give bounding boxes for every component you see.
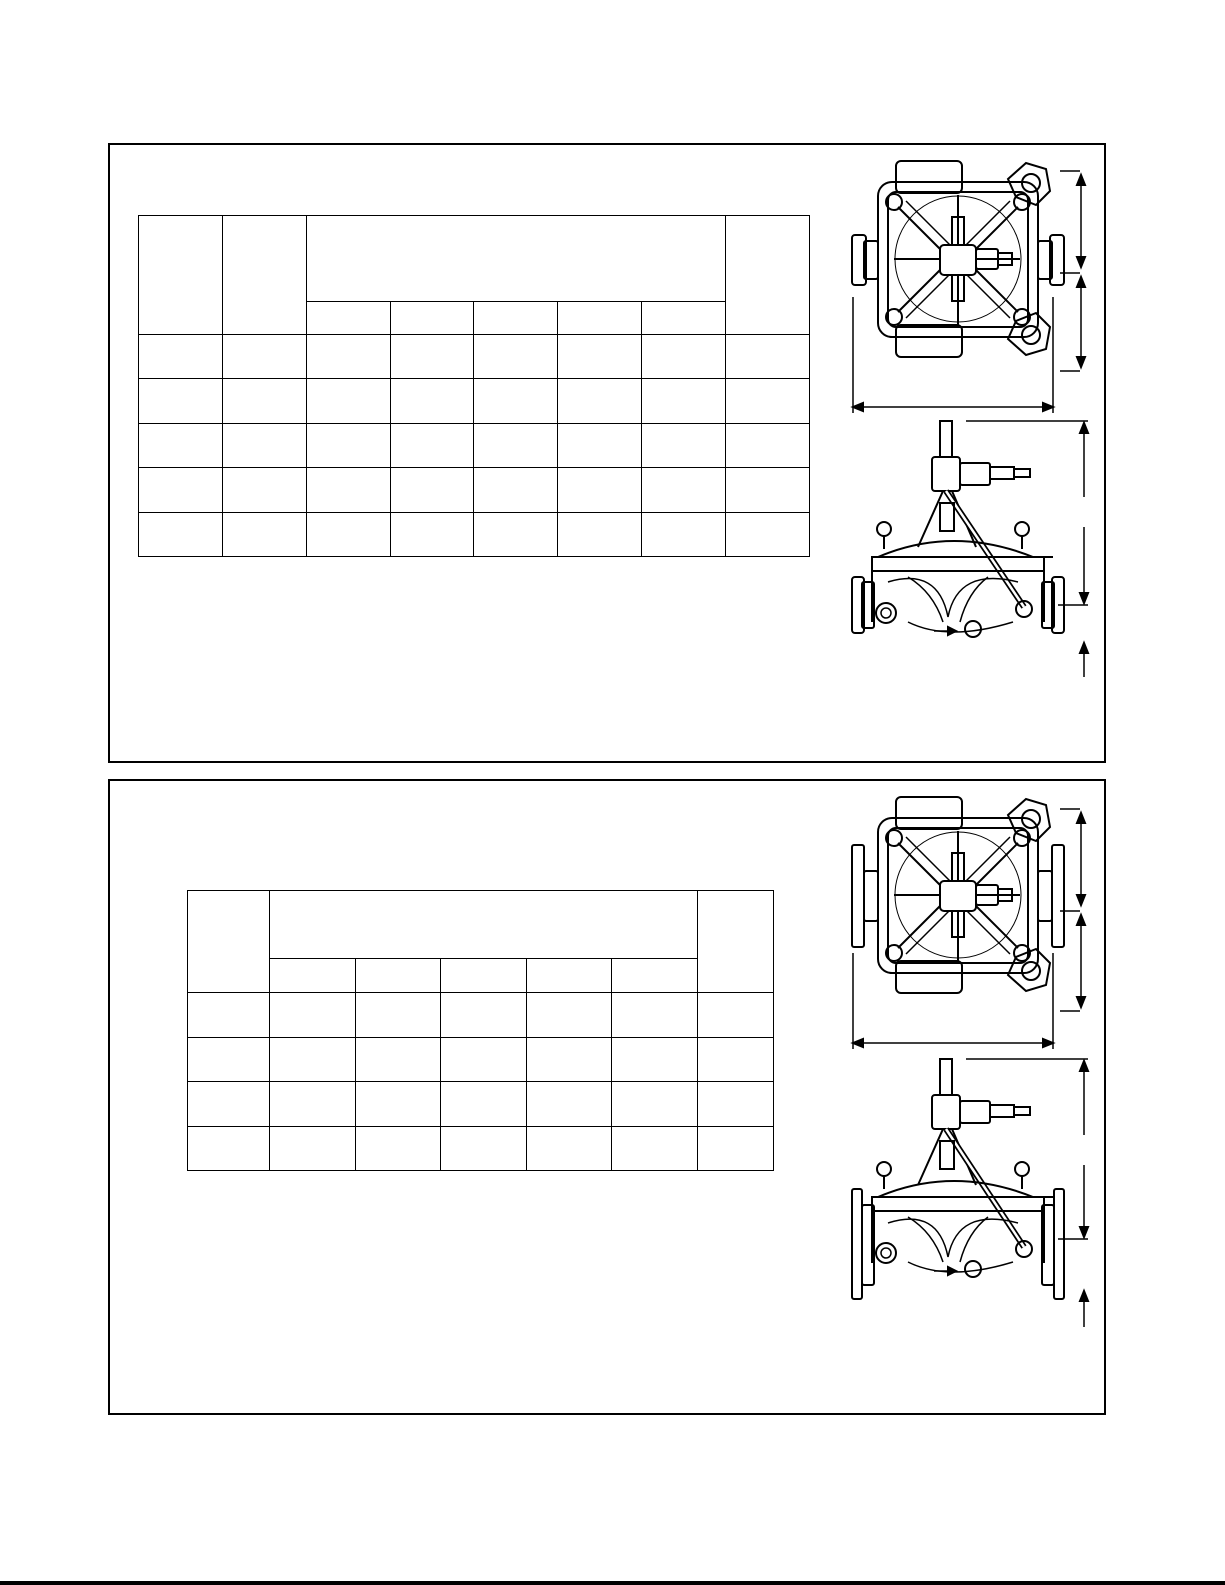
footer-rule bbox=[0, 1581, 1225, 1585]
flanged-dimensions-table bbox=[187, 890, 774, 1171]
table-cell bbox=[223, 513, 307, 557]
table-cell bbox=[441, 1038, 527, 1082]
threaded-dimensions-panel bbox=[108, 143, 1106, 763]
table-cell bbox=[391, 468, 474, 513]
table-cell bbox=[223, 379, 307, 424]
table-cell bbox=[527, 993, 612, 1038]
table-cell bbox=[270, 993, 356, 1038]
table-cell bbox=[642, 335, 726, 379]
threaded-dimensions-table bbox=[138, 215, 810, 557]
table-header-row bbox=[188, 891, 774, 959]
table-cell bbox=[698, 1082, 774, 1127]
table-cell bbox=[391, 379, 474, 424]
subheader-cell bbox=[612, 959, 698, 993]
table-row bbox=[188, 1127, 774, 1171]
table-cell bbox=[474, 513, 558, 557]
table-cell bbox=[391, 513, 474, 557]
threaded-valve-top-view bbox=[848, 157, 1108, 407]
table-cell bbox=[558, 468, 642, 513]
subheader-cell bbox=[527, 959, 612, 993]
table-cell bbox=[642, 513, 726, 557]
table-cell bbox=[527, 1038, 612, 1082]
table-cell bbox=[188, 993, 270, 1038]
table-cell bbox=[474, 424, 558, 468]
table-cell bbox=[474, 379, 558, 424]
table-cell bbox=[527, 1127, 612, 1171]
table-cell bbox=[698, 1127, 774, 1171]
table-cell bbox=[441, 993, 527, 1038]
table-cell bbox=[642, 424, 726, 468]
table-cell bbox=[558, 424, 642, 468]
table-cell bbox=[139, 468, 223, 513]
subheader-cell bbox=[356, 959, 441, 993]
table-cell bbox=[726, 513, 810, 557]
table-cell bbox=[223, 468, 307, 513]
table-row bbox=[188, 1038, 774, 1082]
table-row bbox=[139, 379, 810, 424]
table-cell bbox=[139, 379, 223, 424]
table-cell bbox=[726, 468, 810, 513]
table-cell bbox=[612, 1038, 698, 1082]
table-cell bbox=[612, 1082, 698, 1127]
table-cell bbox=[223, 424, 307, 468]
table-cell bbox=[223, 335, 307, 379]
header-cell bbox=[223, 216, 307, 335]
table-cell bbox=[726, 379, 810, 424]
table-cell bbox=[139, 513, 223, 557]
table-cell bbox=[527, 1082, 612, 1127]
header-cell bbox=[726, 216, 810, 335]
subheader-cell bbox=[270, 959, 356, 993]
subheader-cell bbox=[474, 302, 558, 335]
table-header-row bbox=[139, 216, 810, 302]
table-row bbox=[188, 1082, 774, 1127]
table-cell bbox=[356, 1082, 441, 1127]
table-cell bbox=[558, 379, 642, 424]
table-cell bbox=[188, 1127, 270, 1171]
threaded-valve-side-view bbox=[848, 417, 1108, 687]
table-row bbox=[188, 993, 774, 1038]
table-cell bbox=[356, 1038, 441, 1082]
table-cell bbox=[270, 1127, 356, 1171]
flanged-valve-top-view bbox=[848, 793, 1108, 1043]
table-cell bbox=[642, 468, 726, 513]
table-cell bbox=[307, 379, 391, 424]
table-row bbox=[139, 513, 810, 557]
header-group-cell bbox=[307, 216, 726, 302]
subheader-cell bbox=[642, 302, 726, 335]
table-cell bbox=[441, 1082, 527, 1127]
table-cell bbox=[558, 335, 642, 379]
table-cell bbox=[307, 468, 391, 513]
subheader-cell bbox=[391, 302, 474, 335]
subheader-cell bbox=[558, 302, 642, 335]
table-cell bbox=[391, 424, 474, 468]
table-cell bbox=[356, 1127, 441, 1171]
table-cell bbox=[188, 1038, 270, 1082]
header-group-cell bbox=[270, 891, 698, 959]
table-cell bbox=[356, 993, 441, 1038]
table-cell bbox=[642, 379, 726, 424]
header-cell bbox=[698, 891, 774, 993]
table-cell bbox=[474, 468, 558, 513]
table-row bbox=[139, 468, 810, 513]
table-cell bbox=[726, 424, 810, 468]
header-cell bbox=[188, 891, 270, 993]
subheader-cell bbox=[441, 959, 527, 993]
table-cell bbox=[270, 1082, 356, 1127]
table-row bbox=[139, 335, 810, 379]
table-cell bbox=[188, 1082, 270, 1127]
table-cell bbox=[139, 335, 223, 379]
table-cell bbox=[698, 1038, 774, 1082]
table-cell bbox=[270, 1038, 356, 1082]
table-cell bbox=[139, 424, 223, 468]
flanged-dimensions-panel bbox=[108, 779, 1106, 1415]
table-cell bbox=[726, 335, 810, 379]
table-cell bbox=[698, 993, 774, 1038]
subheader-cell bbox=[307, 302, 391, 335]
table-cell bbox=[558, 513, 642, 557]
table-cell bbox=[307, 424, 391, 468]
table-subheader-row bbox=[188, 959, 774, 993]
table-cell bbox=[307, 335, 391, 379]
table-cell bbox=[307, 513, 391, 557]
table-row bbox=[139, 424, 810, 468]
table-cell bbox=[612, 993, 698, 1038]
header-cell bbox=[139, 216, 223, 335]
table-cell bbox=[474, 335, 558, 379]
flanged-valve-side-view bbox=[848, 1055, 1108, 1335]
table-cell bbox=[612, 1127, 698, 1171]
table-cell bbox=[391, 335, 474, 379]
table-cell bbox=[441, 1127, 527, 1171]
